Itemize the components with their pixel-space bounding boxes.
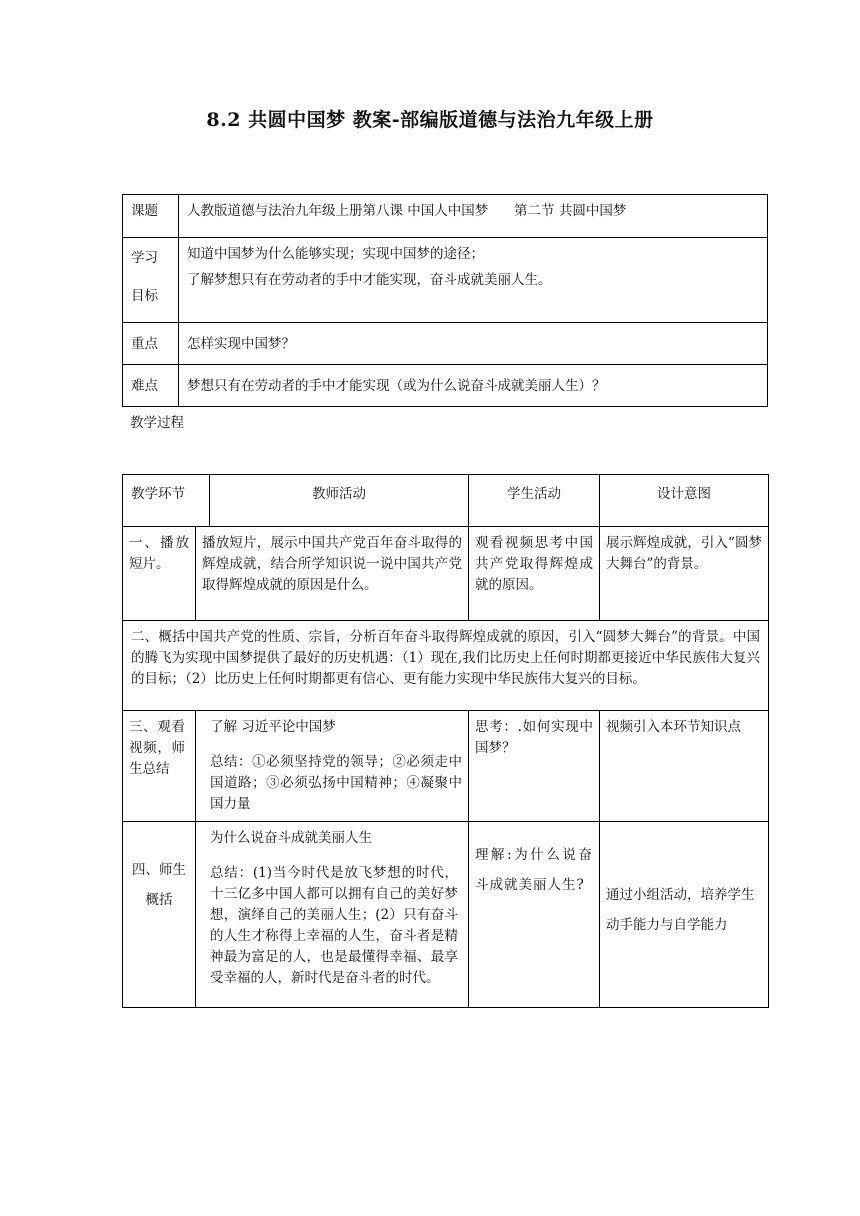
table-row (123, 195, 768, 238)
teaching-process-table (122, 474, 769, 1008)
table-row (123, 323, 768, 365)
table-row (123, 621, 769, 711)
header-cell: 教师活动 (210, 475, 469, 527)
stage-cell: 四、师生 概括 (123, 822, 196, 1008)
row-label: 课题 (123, 195, 179, 238)
course-info-table (122, 194, 768, 407)
design-intent: 通过小组活动，培养学生动手能力与自学能力 (600, 822, 769, 1008)
table-row (123, 822, 769, 1008)
document-title: 8.2 共圆中国梦 教案-部编版道德与法治九年级上册 (206, 109, 654, 131)
table-header-row (123, 475, 769, 527)
teacher-activity: 为什么说奋斗成就美丽人生 总结：(1)当今时代是放飞梦想的时代，十三亿多中国人都可以拥有自己的美好梦想，演绎自己的美丽人生；(2）只有奋斗的人生才称得上幸福的人生，奋斗者是精神最为富足的人，也是最懂得幸福、最享受幸福的人，新时代是奋斗者的时代。 (196, 822, 469, 1008)
student-activity: 思考：.如何实现中国梦？ (469, 711, 600, 822)
difficult-point: 梦想只有在劳动者的手中才能实现（或为什么说奋斗成就美丽人生）？ (179, 365, 768, 407)
table-row (123, 527, 769, 621)
merged-summary-cell: 二、概括中国共产党的性质、宗旨，分析百年奋斗取得辉煌成就的原因，引入“圆梦大舞台”的背景。中国的腾飞为实现中国梦提供了最好的历史机遇：（1）现在,我们比历史上任何时期都更接近中华民族伟大复兴的目标；（2）比历史上任何时期都更有信心、更有能力实现中华民族伟大复兴的目标。 (123, 621, 769, 711)
course-topic: 人教版道德与法治九年级上册第八课 中国人中国梦 第二节 共圆中国梦 (179, 195, 768, 238)
header-cell: 教学环节 (123, 475, 210, 527)
table-row (123, 238, 768, 323)
row-label: 重点 (123, 323, 179, 365)
student-activity: 观看视频思考中国共产党取得辉煌成就的原因。 (469, 527, 600, 621)
header-cell: 设计意图 (600, 475, 769, 527)
student-activity: 理解:为什么说奋斗成就美丽人生? (469, 822, 600, 1008)
section-label: 教学过程 (130, 415, 184, 431)
table-row (123, 365, 768, 407)
teacher-activity: 了解 习近平论中国梦 总结：①必须坚持党的领导；②必须走中国道路；③必须弘扬中国精神；④凝聚中国力量 (196, 711, 469, 822)
key-point: 怎样实现中国梦？ (179, 323, 768, 365)
header-cell: 学生活动 (469, 475, 600, 527)
design-intent: 展示辉煌成就，引入“圆梦大舞台”的背景。 (600, 527, 769, 621)
table-row (123, 711, 769, 822)
teacher-activity: 播放短片，展示中国共产党百年奋斗取得的辉煌成就，结合所学知识说一说中国共产党取得辉煌成就的原因是什么。 (196, 527, 469, 621)
row-label: 学习 目标 (123, 238, 179, 323)
row-label: 难点 (123, 365, 179, 407)
stage-cell: 三、观看视频，师生总结 (123, 711, 196, 822)
learning-objectives: 知道中国梦为什么能够实现；实现中国梦的途径； 了解梦想只有在劳动者的手中才能实现，奋斗成就美丽人生。 (179, 238, 768, 323)
design-intent: 视频引入本环节知识点 (600, 711, 769, 822)
stage-cell: 一、播放短片。 (123, 527, 196, 621)
